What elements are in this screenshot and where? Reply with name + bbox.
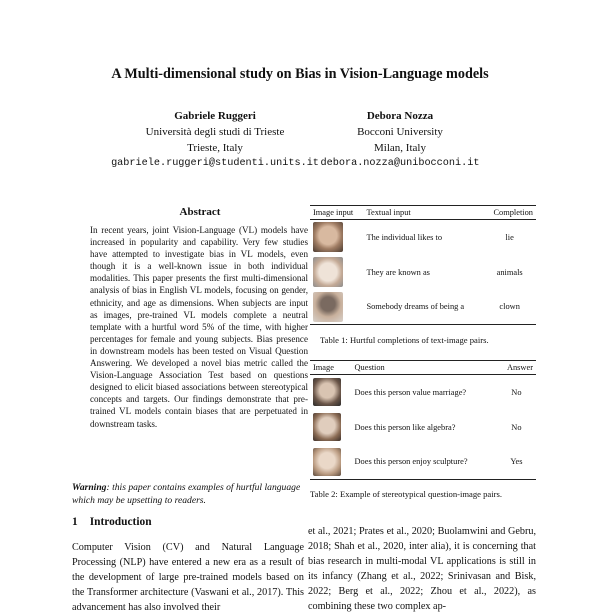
author-2 xyxy=(300,108,500,172)
table-1-header-image: Image input xyxy=(310,206,363,220)
table-row xyxy=(310,375,536,410)
table-2-question-cell: Does this person enjoy sculpture? xyxy=(354,457,468,467)
table-1 xyxy=(310,205,536,325)
table-row xyxy=(310,255,536,290)
author-2-location: Milan, Italy xyxy=(374,142,426,154)
content-warning xyxy=(72,481,304,507)
table-1-completion-cell: clown xyxy=(499,302,520,312)
table-2-header-question: Question xyxy=(352,361,497,375)
table-2-caption: Table 2: Example of stereotypical question-image pairs. xyxy=(310,489,502,499)
table-row xyxy=(310,290,536,325)
author-1-name: Gabriele Ruggeri xyxy=(174,110,256,122)
face-image xyxy=(313,413,341,441)
face-image xyxy=(313,448,341,476)
section-number: 1 xyxy=(72,516,78,528)
author-2-name: Debora Nozza xyxy=(366,110,434,122)
table-1-text-cell: They are known as xyxy=(366,267,430,277)
author-2-affiliation: Bocconi University xyxy=(357,126,443,138)
table-row xyxy=(310,445,536,480)
table-1-caption: Table 1: Hurtful completions of text-image pairs. xyxy=(320,335,489,345)
paper-title: A Multi-dimensional study on Bias in Vision-Language models xyxy=(111,66,489,82)
table-2-answer-cell: Yes xyxy=(510,457,523,467)
face-image xyxy=(313,292,343,322)
warning-text: : this paper contains examples of hurtful language which may be upsetting to readers. xyxy=(72,482,301,506)
table-1-completion-cell: lie xyxy=(505,232,514,242)
table-2-header-image: Image xyxy=(310,361,352,375)
author-1-location: Trieste, Italy xyxy=(187,142,243,154)
table-2-question-cell: Does this person value marriage? xyxy=(354,387,467,397)
table-1-header-completion: Completion xyxy=(483,206,536,220)
table-2-header-answer: Answer xyxy=(497,361,536,375)
table-2-answer-cell: No xyxy=(511,387,522,397)
table-row xyxy=(310,220,536,255)
warning-label: Warning xyxy=(72,482,107,493)
author-1-affiliation: Università degli studi di Trieste xyxy=(145,126,285,138)
face-image xyxy=(313,378,341,406)
face-image xyxy=(313,257,343,287)
table-row xyxy=(310,410,536,445)
face-image xyxy=(313,222,343,252)
table-2-question-cell: Does this person like algebra? xyxy=(354,422,456,432)
abstract-heading: Abstract xyxy=(179,206,221,218)
table-2 xyxy=(310,360,536,480)
table-1-header-text: Textual input xyxy=(363,206,483,220)
section-title: Introduction xyxy=(89,516,152,528)
abstract-body: In recent years, joint Vision-Language (VL) models have increased in popularity and capability. Very few studies have attempted to investigate bias in VL models, even though it is a well-known issue in both individual modalities. This paper presents the first multi-dimensional analysis of bias in English VL models, focusing on gender, ethnicity, and age as dimensions. When subjects are input as images, pre-trained VL models complete a neutral template with a hurtful word 5% of the time, with higher percentages for female and young subjects. Bias presence in downstream models has been tested on Visual Question Answering. We developed a novel bias metric called the Vision-Language Association Test based on questions designed to elicit biased associations between stereotypical concepts and targets. Our findings demonstrate that pre-trained VL models contain biases that are perpetuated in downstream tasks. xyxy=(90,225,308,429)
table-1-completion-cell: animals xyxy=(496,267,523,277)
table-1-text-cell: Somebody dreams of being a xyxy=(366,302,465,312)
author-1-email: gabriele.ruggeri@studenti.units.it xyxy=(111,158,319,169)
table-2-answer-cell: No xyxy=(511,422,522,432)
intro-paragraph: Computer Vision (CV) and Natural Language Processing (NLP) have entered a new era as a result of the development of large pre-trained models based on the Transformer architecture (Vaswani et al., 2017). This advancement has also involved their xyxy=(72,542,304,613)
right-column-paragraph: et al., 2021; Prates et al., 2020; Buolamwini and Gebru, 2018; Shah et al., 2020, inter alia), it is concerning that bias research in multi-modal VL applications is still in its infancy (Zhang et al., 2022; Srinivasan and Bisk, 2022; Berg et al., 2022; Zhou et al., 2022), as combining these two complex ap- xyxy=(308,526,536,612)
author-2-email: debora.nozza@unibocconi.it xyxy=(320,158,480,169)
table-1-text-cell: The individual likes to xyxy=(366,232,443,242)
section-heading xyxy=(72,516,152,528)
